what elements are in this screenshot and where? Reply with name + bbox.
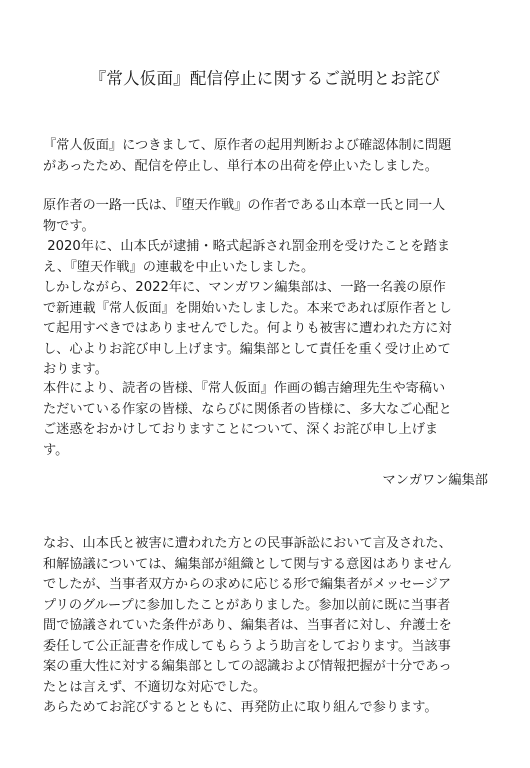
page-title: 『常人仮面』配信停止に関するご説明とお詫び	[89, 69, 441, 88]
text-line: なお、山本氏と被害に遭われた方との民事訴訟において言及された、	[43, 536, 452, 551]
text-line: 物です。	[43, 218, 95, 234]
text-line: たとは言えず、不適切な対応でした。	[43, 679, 267, 695]
explanation-paragraph	[43, 196, 489, 381]
intro-paragraph	[43, 136, 489, 177]
text-line: ただいている作家の皆様、ならびに関係者の皆様に、多大なご心配と	[43, 401, 452, 417]
text-line: で新連載『常人仮面』を開始いたしました。本来であれば原作者とし	[43, 300, 452, 316]
text-line: し、心よりお詫び申し上げます。編集部として責任を重く受け止めて	[43, 341, 451, 357]
text-line: て起用すべきではありませんでした。何よりも被害に遭われた方に対	[43, 321, 452, 336]
signature: マンガワン編集部	[382, 473, 488, 488]
text-line: 本件により、読者の皆様、『常人仮面』作画の鶴吉繪理先生や寄稿い	[43, 381, 446, 396]
text-line: え、『堕天作戦』の連載を中止いたしました。	[43, 259, 315, 275]
text-line: があったため、配信を停止し、単行本の出荷を停止いたしました。	[43, 158, 438, 174]
apology-paragraph	[43, 379, 489, 461]
addendum-paragraph	[43, 534, 489, 719]
text-line: でしたが、当事者双方からの求めに応じる形で編集者がメッセージア	[43, 577, 452, 592]
text-line: 案の重大性に対する編集部としての認識および情報把握が十分であっ	[43, 659, 452, 674]
text-line: 原作者の一路一氏は、『堕天作戦』の作者である山本章一氏と同一人	[43, 198, 446, 213]
text-line: ご迷惑をおかけしておりますことについて、深くお詫び申し上げま	[43, 422, 439, 437]
text-line: す。	[43, 442, 69, 458]
text-line: しかしながら、2022年に、マンガワン編集部は、一路一名義の原作	[43, 280, 446, 295]
text-line: あらためてお詫びするとともに、再発防止に取り組んで参ります。	[43, 700, 438, 715]
text-line: おります。	[43, 362, 108, 377]
text-line: 委任して公正証書を作成してもらうよう助言をしております。当該事	[43, 638, 451, 654]
text-line: プリのグループに参加したことがありました。参加以前に既に当事者	[43, 597, 451, 613]
text-line: 『常人仮面』につきまして、原作者の起用判断および確認体制に問題	[43, 138, 452, 153]
text-line: 和解協議については、編集部が組織として関与する意図はありません	[43, 556, 452, 572]
text-line: 間で協議されていた条件があり、編集者は、当事者に対し、弁護士を	[43, 618, 452, 633]
text-line: 2020年に、山本氏が逮捕・略式起訴され罰金刑を受けたことを踏ま	[43, 239, 451, 254]
